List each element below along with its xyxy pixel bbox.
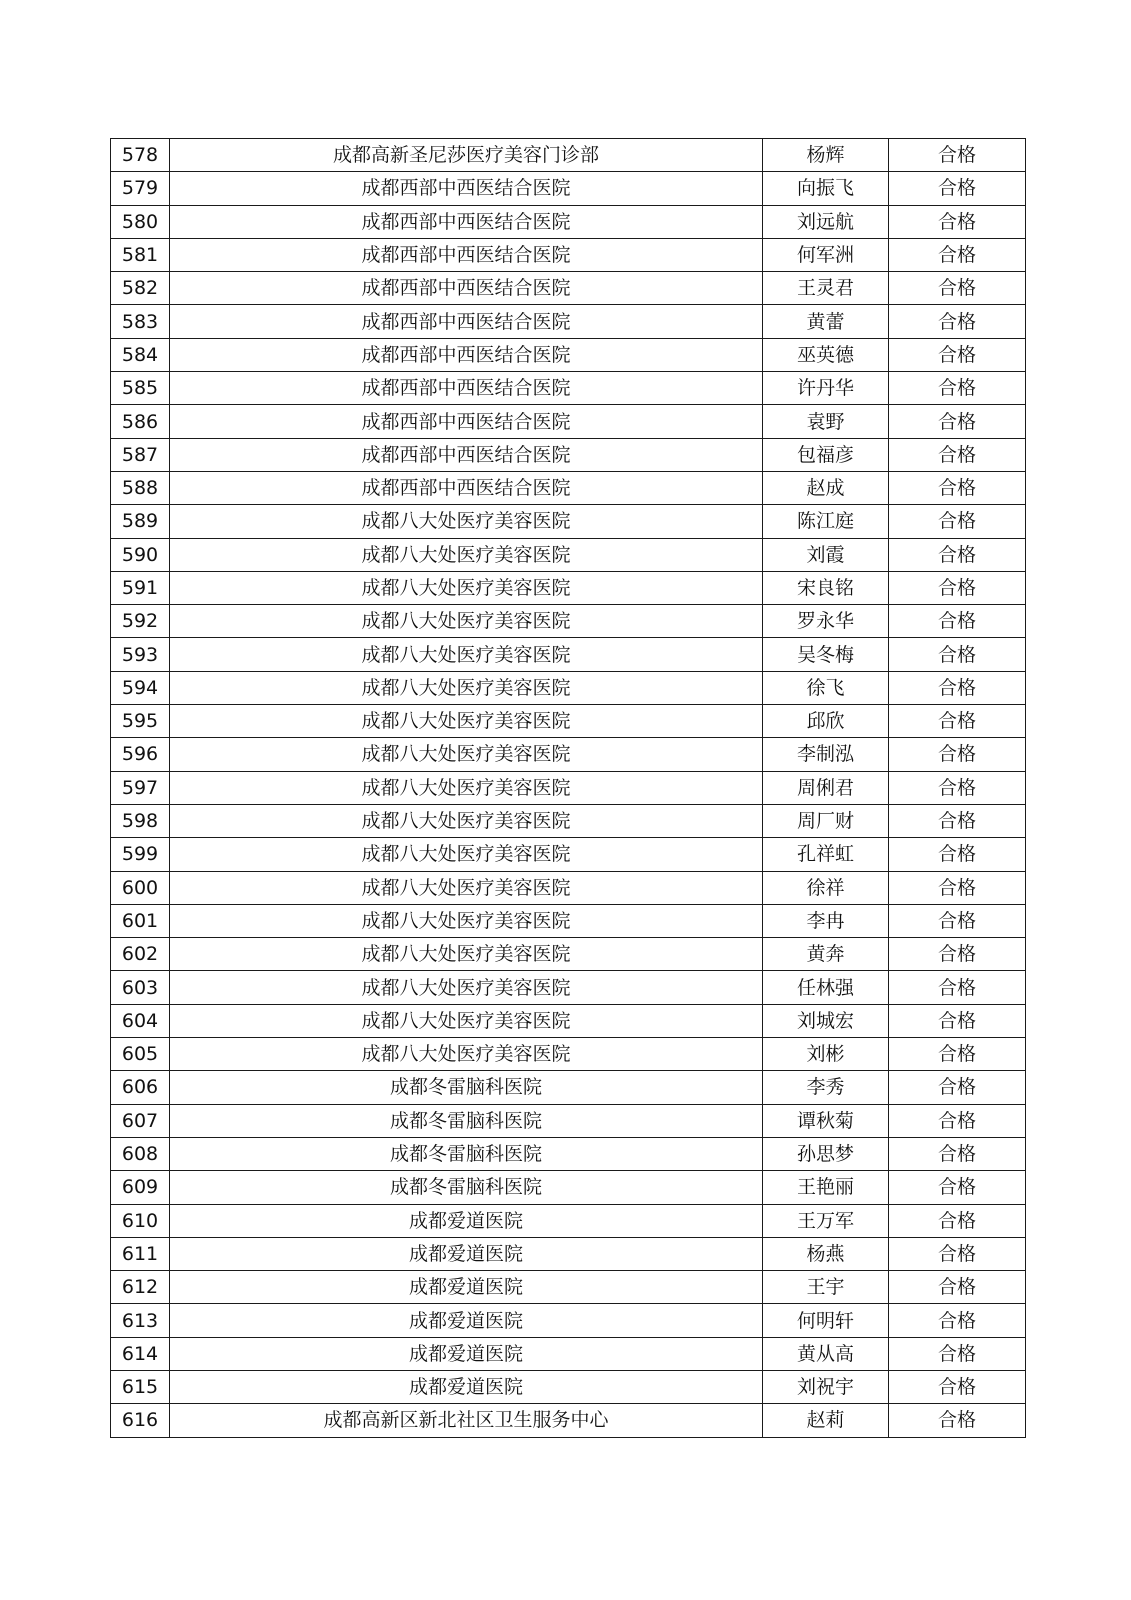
result-cell: 合格 bbox=[889, 1137, 1026, 1170]
person-name-cell: 谭秋菊 bbox=[763, 1104, 889, 1137]
table-row bbox=[111, 804, 1026, 837]
organization-cell: 成都西部中西医结合医院 bbox=[170, 238, 763, 271]
organization-cell: 成都八大处医疗美容医院 bbox=[170, 538, 763, 571]
result-cell: 合格 bbox=[889, 638, 1026, 671]
row-number-cell: 604 bbox=[111, 1004, 170, 1037]
organization-cell: 成都八大处医疗美容医院 bbox=[170, 971, 763, 1004]
organization-cell: 成都西部中西医结合医院 bbox=[170, 372, 763, 405]
organization-cell: 成都八大处医疗美容医院 bbox=[170, 871, 763, 904]
organization-cell: 成都八大处医疗美容医院 bbox=[170, 771, 763, 804]
result-cell: 合格 bbox=[889, 172, 1026, 205]
person-name-cell: 陈江庭 bbox=[763, 505, 889, 538]
person-name-cell: 李制泓 bbox=[763, 738, 889, 771]
row-number-cell: 594 bbox=[111, 671, 170, 704]
person-name-cell: 孔祥虹 bbox=[763, 838, 889, 871]
row-number-cell: 599 bbox=[111, 838, 170, 871]
row-number-cell: 593 bbox=[111, 638, 170, 671]
person-name-cell: 黄从高 bbox=[763, 1337, 889, 1370]
person-name-cell: 杨燕 bbox=[763, 1237, 889, 1270]
person-name-cell: 李秀 bbox=[763, 1071, 889, 1104]
row-number-cell: 595 bbox=[111, 705, 170, 738]
person-name-cell: 许丹华 bbox=[763, 372, 889, 405]
results-table bbox=[110, 138, 1026, 1438]
organization-cell: 成都八大处医疗美容医院 bbox=[170, 671, 763, 704]
person-name-cell: 周俐君 bbox=[763, 771, 889, 804]
person-name-cell: 李冉 bbox=[763, 904, 889, 937]
table-row bbox=[111, 438, 1026, 471]
result-cell: 合格 bbox=[889, 904, 1026, 937]
row-number-cell: 578 bbox=[111, 139, 170, 172]
table-row bbox=[111, 771, 1026, 804]
organization-cell: 成都八大处医疗美容医院 bbox=[170, 638, 763, 671]
row-number-cell: 586 bbox=[111, 405, 170, 438]
row-number-cell: 609 bbox=[111, 1171, 170, 1204]
row-number-cell: 606 bbox=[111, 1071, 170, 1104]
person-name-cell: 王灵君 bbox=[763, 272, 889, 305]
result-cell: 合格 bbox=[889, 1171, 1026, 1204]
organization-cell: 成都八大处医疗美容医院 bbox=[170, 904, 763, 937]
organization-cell: 成都冬雷脑科医院 bbox=[170, 1171, 763, 1204]
person-name-cell: 罗永华 bbox=[763, 605, 889, 638]
person-name-cell: 何明轩 bbox=[763, 1304, 889, 1337]
row-number-cell: 590 bbox=[111, 538, 170, 571]
table-row bbox=[111, 1304, 1026, 1337]
organization-cell: 成都八大处医疗美容医院 bbox=[170, 1004, 763, 1037]
row-number-cell: 611 bbox=[111, 1237, 170, 1270]
table-row bbox=[111, 1404, 1026, 1437]
organization-cell: 成都八大处医疗美容医院 bbox=[170, 804, 763, 837]
row-number-cell: 614 bbox=[111, 1337, 170, 1370]
result-cell: 合格 bbox=[889, 471, 1026, 504]
person-name-cell: 刘霞 bbox=[763, 538, 889, 571]
result-cell: 合格 bbox=[889, 538, 1026, 571]
table-row bbox=[111, 372, 1026, 405]
row-number-cell: 580 bbox=[111, 205, 170, 238]
result-cell: 合格 bbox=[889, 1404, 1026, 1437]
result-cell: 合格 bbox=[889, 838, 1026, 871]
table-row bbox=[111, 1104, 1026, 1137]
organization-cell: 成都爱道医院 bbox=[170, 1204, 763, 1237]
table-row bbox=[111, 505, 1026, 538]
result-cell: 合格 bbox=[889, 505, 1026, 538]
result-cell: 合格 bbox=[889, 272, 1026, 305]
row-number-cell: 598 bbox=[111, 804, 170, 837]
row-number-cell: 589 bbox=[111, 505, 170, 538]
result-cell: 合格 bbox=[889, 338, 1026, 371]
result-cell: 合格 bbox=[889, 1370, 1026, 1403]
result-cell: 合格 bbox=[889, 1304, 1026, 1337]
organization-cell: 成都西部中西医结合医院 bbox=[170, 272, 763, 305]
table-row bbox=[111, 538, 1026, 571]
person-name-cell: 徐祥 bbox=[763, 871, 889, 904]
table-row bbox=[111, 638, 1026, 671]
organization-cell: 成都八大处医疗美容医院 bbox=[170, 571, 763, 604]
organization-cell: 成都西部中西医结合医院 bbox=[170, 405, 763, 438]
row-number-cell: 596 bbox=[111, 738, 170, 771]
result-cell: 合格 bbox=[889, 738, 1026, 771]
result-cell: 合格 bbox=[889, 605, 1026, 638]
result-cell: 合格 bbox=[889, 1104, 1026, 1137]
organization-cell: 成都爱道医院 bbox=[170, 1337, 763, 1370]
row-number-cell: 616 bbox=[111, 1404, 170, 1437]
table-row bbox=[111, 1337, 1026, 1370]
organization-cell: 成都爱道医院 bbox=[170, 1304, 763, 1337]
table-row bbox=[111, 305, 1026, 338]
organization-cell: 成都西部中西医结合医院 bbox=[170, 172, 763, 205]
row-number-cell: 585 bbox=[111, 372, 170, 405]
table-row bbox=[111, 471, 1026, 504]
person-name-cell: 赵成 bbox=[763, 471, 889, 504]
table-row bbox=[111, 338, 1026, 371]
row-number-cell: 613 bbox=[111, 1304, 170, 1337]
table-row bbox=[111, 571, 1026, 604]
result-cell: 合格 bbox=[889, 571, 1026, 604]
table-row bbox=[111, 871, 1026, 904]
result-cell: 合格 bbox=[889, 671, 1026, 704]
organization-cell: 成都八大处医疗美容医院 bbox=[170, 505, 763, 538]
row-number-cell: 615 bbox=[111, 1370, 170, 1403]
organization-cell: 成都爱道医院 bbox=[170, 1370, 763, 1403]
row-number-cell: 591 bbox=[111, 571, 170, 604]
table-row bbox=[111, 1204, 1026, 1237]
person-name-cell: 何军洲 bbox=[763, 238, 889, 271]
organization-cell: 成都西部中西医结合医院 bbox=[170, 338, 763, 371]
person-name-cell: 杨辉 bbox=[763, 139, 889, 172]
person-name-cell: 任林强 bbox=[763, 971, 889, 1004]
result-cell: 合格 bbox=[889, 871, 1026, 904]
table-row bbox=[111, 1038, 1026, 1071]
result-cell: 合格 bbox=[889, 1004, 1026, 1037]
table-row bbox=[111, 1370, 1026, 1403]
person-name-cell: 巫英德 bbox=[763, 338, 889, 371]
organization-cell: 成都八大处医疗美容医院 bbox=[170, 938, 763, 971]
table-row bbox=[111, 1004, 1026, 1037]
organization-cell: 成都八大处医疗美容医院 bbox=[170, 738, 763, 771]
person-name-cell: 向振飞 bbox=[763, 172, 889, 205]
organization-cell: 成都冬雷脑科医院 bbox=[170, 1137, 763, 1170]
row-number-cell: 582 bbox=[111, 272, 170, 305]
row-number-cell: 612 bbox=[111, 1271, 170, 1304]
organization-cell: 成都爱道医院 bbox=[170, 1271, 763, 1304]
table-row bbox=[111, 238, 1026, 271]
result-cell: 合格 bbox=[889, 1337, 1026, 1370]
person-name-cell: 刘祝宇 bbox=[763, 1370, 889, 1403]
table-row bbox=[111, 705, 1026, 738]
row-number-cell: 588 bbox=[111, 471, 170, 504]
organization-cell: 成都冬雷脑科医院 bbox=[170, 1104, 763, 1137]
person-name-cell: 黄奔 bbox=[763, 938, 889, 971]
table-row bbox=[111, 738, 1026, 771]
table-row bbox=[111, 1171, 1026, 1204]
person-name-cell: 包福彦 bbox=[763, 438, 889, 471]
result-cell: 合格 bbox=[889, 205, 1026, 238]
result-cell: 合格 bbox=[889, 1237, 1026, 1270]
person-name-cell: 刘城宏 bbox=[763, 1004, 889, 1037]
organization-cell: 成都高新区新北社区卫生服务中心 bbox=[170, 1404, 763, 1437]
organization-cell: 成都西部中西医结合医院 bbox=[170, 205, 763, 238]
person-name-cell: 黄蕾 bbox=[763, 305, 889, 338]
organization-cell: 成都八大处医疗美容医院 bbox=[170, 705, 763, 738]
table-row bbox=[111, 1271, 1026, 1304]
result-cell: 合格 bbox=[889, 1271, 1026, 1304]
result-cell: 合格 bbox=[889, 1038, 1026, 1071]
row-number-cell: 608 bbox=[111, 1137, 170, 1170]
table-row bbox=[111, 971, 1026, 1004]
table-row bbox=[111, 172, 1026, 205]
table-row bbox=[111, 938, 1026, 971]
table-row bbox=[111, 272, 1026, 305]
organization-cell: 成都西部中西医结合医院 bbox=[170, 471, 763, 504]
row-number-cell: 602 bbox=[111, 938, 170, 971]
table-row bbox=[111, 605, 1026, 638]
table-row bbox=[111, 405, 1026, 438]
result-cell: 合格 bbox=[889, 438, 1026, 471]
person-name-cell: 刘远航 bbox=[763, 205, 889, 238]
row-number-cell: 607 bbox=[111, 1104, 170, 1137]
row-number-cell: 600 bbox=[111, 871, 170, 904]
person-name-cell: 王艳丽 bbox=[763, 1171, 889, 1204]
result-cell: 合格 bbox=[889, 938, 1026, 971]
result-cell: 合格 bbox=[889, 971, 1026, 1004]
result-cell: 合格 bbox=[889, 1071, 1026, 1104]
organization-cell: 成都八大处医疗美容医院 bbox=[170, 605, 763, 638]
table-row bbox=[111, 1237, 1026, 1270]
result-cell: 合格 bbox=[889, 305, 1026, 338]
table-row bbox=[111, 904, 1026, 937]
person-name-cell: 王宇 bbox=[763, 1271, 889, 1304]
result-cell: 合格 bbox=[889, 405, 1026, 438]
row-number-cell: 583 bbox=[111, 305, 170, 338]
person-name-cell: 赵莉 bbox=[763, 1404, 889, 1437]
row-number-cell: 584 bbox=[111, 338, 170, 371]
table-row bbox=[111, 838, 1026, 871]
table-row bbox=[111, 1071, 1026, 1104]
row-number-cell: 605 bbox=[111, 1038, 170, 1071]
row-number-cell: 601 bbox=[111, 904, 170, 937]
person-name-cell: 宋良铭 bbox=[763, 571, 889, 604]
table-row bbox=[111, 139, 1026, 172]
table-row bbox=[111, 1137, 1026, 1170]
organization-cell: 成都八大处医疗美容医院 bbox=[170, 838, 763, 871]
organization-cell: 成都爱道医院 bbox=[170, 1237, 763, 1270]
person-name-cell: 袁野 bbox=[763, 405, 889, 438]
result-cell: 合格 bbox=[889, 139, 1026, 172]
person-name-cell: 徐飞 bbox=[763, 671, 889, 704]
row-number-cell: 587 bbox=[111, 438, 170, 471]
result-cell: 合格 bbox=[889, 1204, 1026, 1237]
organization-cell: 成都八大处医疗美容医院 bbox=[170, 1038, 763, 1071]
result-cell: 合格 bbox=[889, 372, 1026, 405]
table-row bbox=[111, 205, 1026, 238]
table-row bbox=[111, 671, 1026, 704]
row-number-cell: 581 bbox=[111, 238, 170, 271]
organization-cell: 成都西部中西医结合医院 bbox=[170, 438, 763, 471]
organization-cell: 成都冬雷脑科医院 bbox=[170, 1071, 763, 1104]
row-number-cell: 610 bbox=[111, 1204, 170, 1237]
person-name-cell: 王万军 bbox=[763, 1204, 889, 1237]
row-number-cell: 603 bbox=[111, 971, 170, 1004]
row-number-cell: 597 bbox=[111, 771, 170, 804]
results-table-body bbox=[111, 139, 1026, 1438]
person-name-cell: 刘彬 bbox=[763, 1038, 889, 1071]
result-cell: 合格 bbox=[889, 771, 1026, 804]
result-cell: 合格 bbox=[889, 705, 1026, 738]
person-name-cell: 孙思梦 bbox=[763, 1137, 889, 1170]
row-number-cell: 579 bbox=[111, 172, 170, 205]
person-name-cell: 吴冬梅 bbox=[763, 638, 889, 671]
organization-cell: 成都高新圣尼莎医疗美容门诊部 bbox=[170, 139, 763, 172]
person-name-cell: 周厂财 bbox=[763, 804, 889, 837]
result-cell: 合格 bbox=[889, 804, 1026, 837]
result-cell: 合格 bbox=[889, 238, 1026, 271]
person-name-cell: 邱欣 bbox=[763, 705, 889, 738]
organization-cell: 成都西部中西医结合医院 bbox=[170, 305, 763, 338]
row-number-cell: 592 bbox=[111, 605, 170, 638]
